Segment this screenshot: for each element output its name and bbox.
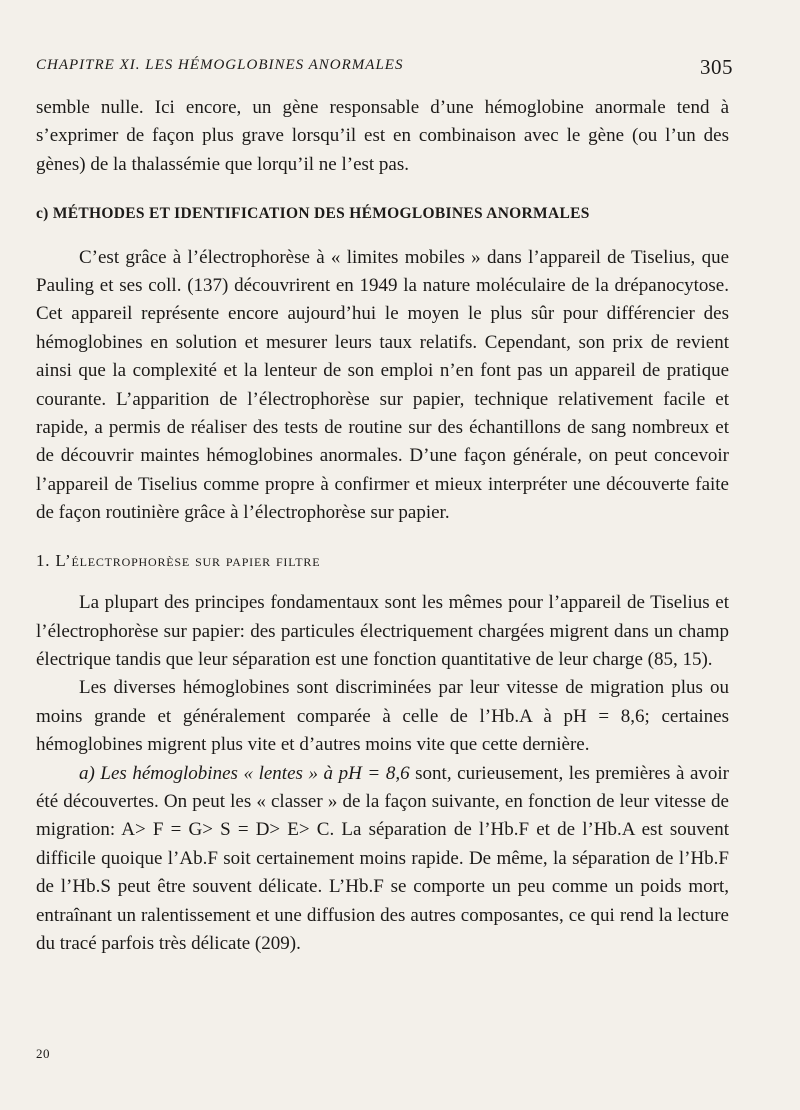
intro-paragraph: semble nulle. Ici encore, un gène responsable d’une hémoglobine anormale tend à s’exprimer de façon plus grave lorsqu’il est en combinaison avec le gène (ou l’un des gènes) de la thalassémie que lorqu’il ne l’est pas. — [36, 97, 729, 175]
main-text — [36, 94, 729, 958]
subsection-paragraph-principles: La plupart des principes fondamentaux sont les mêmes pour l’appareil de Tiselius et l’électrophorèse sur papier: des particules électriquement chargées migrent dans un champ électrique tandis que leur séparation est une fonction quantitative de leur charge (85, 15). — [36, 592, 729, 670]
subsection-paragraph-slow-hemoglobins — [36, 760, 729, 959]
subsection-paragraph-discrimination: Les diverses hémoglobines sont discriminées par leur vitesse de migration plus ou moins grande et généralement comparée à celle de l’Hb.A à pH = 8,6; certaines hémoglobines migrent plus vite et d’autres moins vite que cette dernière. — [36, 677, 729, 756]
slow-hemoglobins-lead: a) Les hémoglobines « lentes » à pH = 8,6 — [79, 762, 410, 784]
signature-mark: 20 — [36, 1046, 50, 1061]
page-number: 305 — [700, 55, 733, 79]
section-paragraph-methods: C’est grâce à l’électrophorèse à « limites mobiles » dans l’appareil de Tiselius, que Pauling et ses coll. (137) découvrirent en 1949 la nature moléculaire de la drépanocytose. Cet appareil représente encore aujourd’hui le moyen le plus sûr pour différencier des hémoglobines en solution et mesurer leurs taux relatifs. Cependant, son prix de revient ainsi que la complexité et la lenteur de son emploi n’en font pas un appareil de pratique courante. L’apparition de l’électrophorèse sur papier, technique relativement facile et rapide, a permis de réaliser des tests de routine sur des échantillons de sang nombreux et de découvrir maintes hémoglobines anormales. D’une façon générale, on peut concevoir l’appareil de Tiselius comme propre à confirmer et mieux interpréter une découverte faite de façon routinière grâce à l’électrophorèse sur papier. — [36, 246, 729, 524]
subsection-heading-paper-electrophoresis: 1. L’électrophorèse sur papier filtre — [36, 550, 321, 570]
running-title: CHAPITRE XI. LES HÉMOGLOBINES ANORMALES — [36, 57, 404, 73]
section-heading-methods: c) MÉTHODES ET IDENTIFICATION DES HÉMOGLOBINES ANORMALES — [36, 205, 590, 223]
slow-hemoglobins-text: sont, curieusement, les premières à avoir été découvertes. On peut les « classer » de la façon suivante, en fonction de leur vitesse de migration: A> F = G> S = D> E> C. La séparation de l’Hb.F et de l’Hb.A est souvent difficile quoique l’Ab.F soit certainement moins rapide. De même, la séparation de l’Hb.F de l’Hb.S peut être souvent délicate. L’Hb.F se comporte un peu comme un poids mort, entraînant un ralentissement et une diffusion des autres composantes, ce qui rend la lecture du tracé parfois très délicate (209). — [36, 762, 729, 954]
